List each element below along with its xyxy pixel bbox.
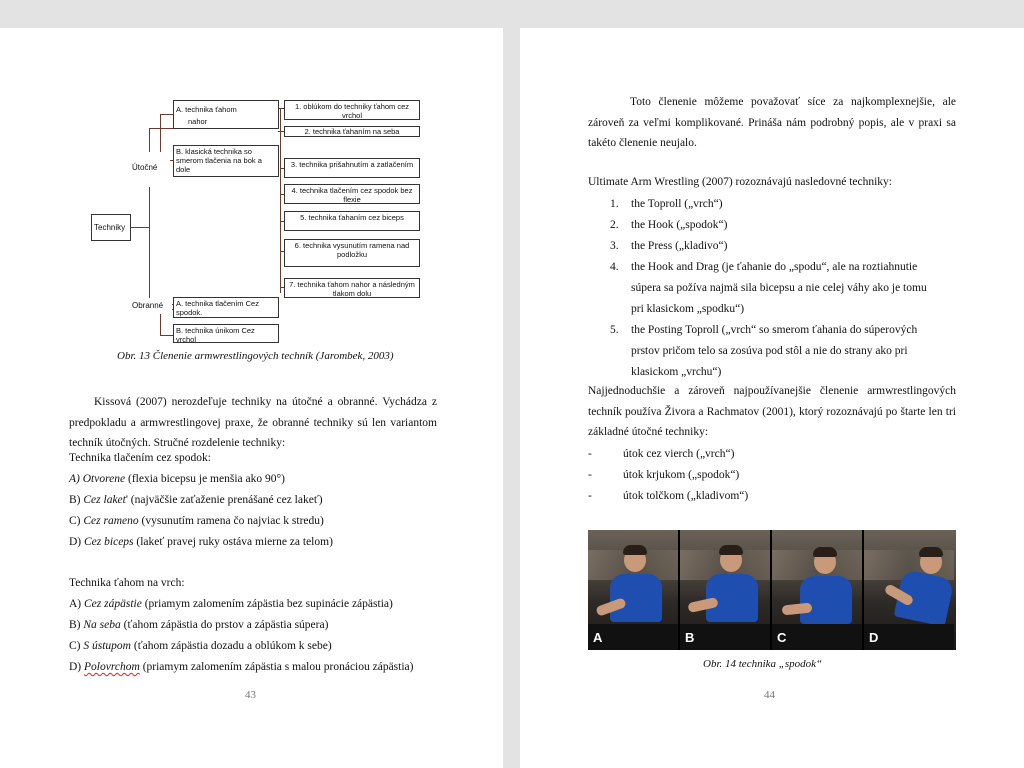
item-description: (priamym zalomením zápästia bez supinácie zápästia) — [141, 598, 393, 610]
section2-title: Technika ťahom na vrch: — [69, 577, 185, 589]
list-number: 3. — [610, 240, 619, 252]
dash-item-1-text: útok cez vierch („vrch“) — [623, 448, 735, 460]
document-page-left — [0, 28, 503, 768]
item-name: Cez zápästie — [84, 598, 142, 610]
item-prefix: D) — [69, 661, 85, 673]
item-prefix: C) — [69, 515, 84, 527]
item-description: (lakeť pravej ruky ostáva mierne za telom) — [133, 536, 333, 548]
diagram-defense-subgroup-a: A. technika tlačením Cez spodok. — [173, 297, 279, 318]
diagram-technique-7: 7. technika ťahom nahor a následným tlakom dolu — [284, 278, 420, 298]
list-item-4 — [610, 261, 619, 273]
item-name: Cez laket — [83, 494, 126, 506]
diagram-group-defense: Obranné — [130, 298, 172, 314]
dash-item-1: - — [588, 448, 592, 460]
photo-label: B — [685, 630, 695, 645]
paragraph-classification: Toto členenie môžeme považovať síce za najkomplexnejšie, ale zároveň za veľmi komplikované. Prináša nám podrobný popis, ale v praxi sa takéto členenie neujalo. — [588, 96, 956, 149]
dash-item-2: - — [588, 469, 592, 481]
list-item-5-line2: prstov pričom telo sa zosúva pod stôl a nie do strany ako pri — [631, 345, 908, 357]
figure-14-caption: Obr. 14 technika „spodok“ — [703, 658, 823, 670]
item-name: S ústupom — [83, 640, 131, 652]
photo-panel-c — [772, 530, 862, 650]
list-number: 5. — [610, 324, 619, 336]
diagram-technique-2: 2. technika ťahaním na seba — [284, 126, 420, 137]
diagram-attack-subgroup-a — [173, 100, 279, 129]
list-item-1 — [610, 198, 619, 210]
section1-item-b — [69, 494, 323, 506]
list-item-2 — [610, 219, 619, 231]
item-description: ' (najväčšie zaťaženie prenášané cez lakeť) — [125, 494, 323, 506]
diagram-defense-subgroup-b: B. technika únikom Cez vrchol — [173, 324, 279, 343]
item-description: (ťahom zápästia dozadu a oblúkom k sebe) — [130, 640, 332, 652]
section1-title: Technika tlačením cez spodok: — [69, 452, 211, 464]
list-item-4-line3: pri klasickom „spodku“) — [631, 303, 745, 315]
list-item-5-line1: the Posting Toproll („vrch“ so smerom ťahania do súperových — [631, 324, 918, 336]
item-prefix: D) — [69, 536, 85, 548]
item-name: Polovrchom — [84, 661, 140, 673]
list-item-3 — [610, 240, 619, 252]
photo-label: D — [869, 630, 879, 645]
item-description: (flexia bicepsu je menšia ako 90°) — [125, 473, 285, 485]
figure-13-caption: Obr. 13 Členenie armwrestlingových techník (Jarombek, 2003) — [117, 350, 394, 362]
item-description: (vysunutím ramena čo najviac k stredu) — [138, 515, 324, 527]
diagram-technique-1: 1. oblúkom do techniky ťahom cez vrchol — [284, 100, 420, 120]
item-prefix: A) — [69, 473, 83, 485]
item-description: (priamym zalomením zápästia s malou pronáciou zápästia) — [139, 661, 414, 673]
diagram-attack-subgroup-b: B. klasická technika so smerom tlačenia na bok a dole — [173, 145, 279, 177]
page-number-left: 43 — [245, 689, 256, 701]
item-name: Cez biceps — [84, 536, 134, 548]
section2-item-c — [69, 640, 332, 652]
diagram-technique-5: 5. technika ťahaním cez biceps — [284, 211, 420, 231]
item-prefix: B) — [69, 619, 84, 631]
photo-panel-d — [864, 530, 956, 650]
section1-item-d — [69, 536, 333, 548]
list-item-5 — [610, 324, 619, 336]
photo-label: A — [593, 630, 603, 645]
list-number: 2. — [610, 219, 619, 231]
list-item-4-line1: the Hook and Drag (je ťahanie do „spodu“, ale na roztiahnutie — [631, 261, 918, 273]
list-item-5-line3: klasickom „vrchu“) — [631, 366, 722, 378]
section2-item-a — [69, 598, 393, 610]
ultimate-intro: Ultimate Arm Wrestling (2007) rozoznávajú nasledovné techniky: — [588, 176, 892, 188]
section2-item-d — [69, 661, 413, 673]
item-prefix: B) — [69, 494, 84, 506]
figure-14-photo-strip — [588, 530, 956, 650]
diagram-technique-4: 4. technika tlačením cez spodok bez flexie — [284, 184, 420, 204]
item-description: (ťahom zápästia do prstov a zápästia súpera) — [120, 619, 329, 631]
list-item-4-line2: súpera sa požíva najmä sila bicepsu a nie celej váhy ako je tomu — [631, 282, 927, 294]
list-number: 4. — [610, 261, 619, 273]
diagram-root-node: Techniky — [91, 214, 131, 241]
item-name: Na seba — [83, 619, 121, 631]
photo-panel-b — [680, 530, 770, 650]
section2-item-b — [69, 619, 328, 631]
item-prefix: C) — [69, 640, 84, 652]
list-item-1-text: the Toproll („vrch“) — [631, 198, 723, 210]
diagram-technique-3: 3. technika prišahnutím a zatlačením — [284, 158, 420, 178]
document-page-right — [520, 28, 1024, 768]
section1-item-c — [69, 515, 324, 527]
photo-label: C — [777, 630, 787, 645]
diagram-attack-subgroup-a-line2: nahor — [188, 117, 208, 126]
dash-item-3: - — [588, 490, 592, 502]
list-item-2-text: the Hook („spodok“) — [631, 219, 728, 231]
section1-item-a — [69, 473, 285, 485]
techniques-diagram — [0, 28, 503, 348]
item-prefix: A) — [69, 598, 85, 610]
dash-item-3-text: útok tolčkom („kladivom“) — [623, 490, 749, 502]
item-name: Cez rameno — [83, 515, 139, 527]
dash-item-2-text: útok krjukom („spodok“) — [623, 469, 740, 481]
photo-panel-a — [588, 530, 678, 650]
diagram-attack-subgroup-a-line1: A. technika ťahom — [176, 105, 237, 114]
diagram-group-attack: Útočné — [130, 152, 170, 187]
diagram-technique-6: 6. technika vysunutím ramena nad podložku — [284, 239, 420, 267]
item-name: Otvorene — [82, 473, 126, 485]
list-item-3-text: the Press („kladivo“) — [631, 240, 728, 252]
kissova-paragraph: Kissová (2007) nerozdeľuje techniky na útočné a obranné. Vychádza z predpokladu a armwrestlingovej praxe, že obranné techniky sú len variantom techník útočných. Stručné rozdelenie techniky: — [69, 396, 437, 449]
paragraph-zivora: Najjednoduchšie a zároveň najpoužívanejšie členenie armwrestlingových techník používa Živora a Rachmatov (2001), ktorý rozoznávajú po štarte len tri základné útočné techniky: — [588, 385, 956, 438]
list-number: 1. — [610, 198, 619, 210]
page-number-right: 44 — [764, 689, 775, 701]
